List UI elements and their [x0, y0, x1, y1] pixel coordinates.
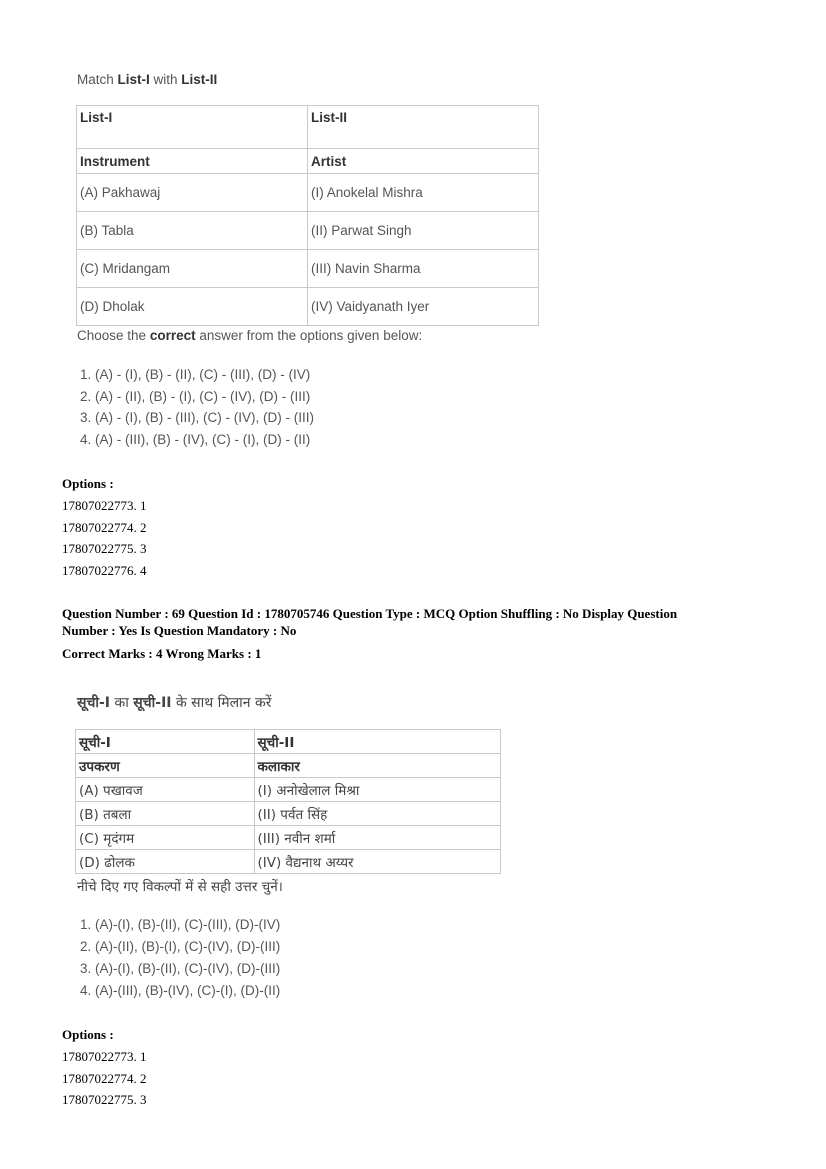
question-instruction — [77, 72, 217, 87]
meta-line: Number : Yes Is Question Mandatory : No — [62, 623, 297, 638]
answer-choice: 3. (A) - (I), (B) - (III), (C) - (IV), (D) - (III) — [80, 410, 314, 425]
answer-choices-hindi — [80, 914, 280, 1002]
table-cell: (A) Pakhawaj — [77, 174, 308, 212]
table-cell: (I) अनोखेलाल मिश्रा — [254, 778, 501, 802]
answer-choice: 4. (A) - (III), (B) - (IV), (C) - (I), (D) - (II) — [80, 431, 311, 447]
table-cell: (III) Navin Sharma — [308, 250, 539, 288]
answer-choice: 2. (A)-(II), (B)-(I), (C)-(IV), (D)-(III) — [80, 939, 281, 954]
answer-choice: 3. (A)-(I), (B)-(II), (C)-(IV), (D)-(III) — [80, 961, 281, 976]
choose-text: Choose the — [77, 328, 150, 343]
table-subheader-cell: Instrument — [77, 149, 308, 174]
instruction-list2: List-II — [181, 72, 218, 87]
table-cell: (II) Parwat Singh — [308, 212, 539, 250]
table-cell: (IV) वैद्यनाथ अय्यर — [254, 850, 501, 874]
table-cell: (II) पर्वत सिंह — [254, 802, 501, 826]
table-header-cell: List-II — [308, 106, 539, 149]
marks-line: Correct Marks : 4 Wrong Marks : 1 — [62, 646, 262, 661]
option-item: 17807022774. 2 — [62, 1070, 147, 1086]
table-subheader-cell: कलाकार — [254, 754, 501, 778]
meta-line: Question Number : 69 Question Id : 1780705746 Question Type : MCQ Option Shuffling : No Display Question — [62, 606, 678, 621]
table-cell: (C) मृदंगम — [76, 826, 255, 850]
answer-choice: 1. (A)-(I), (B)-(II), (C)-(III), (D)-(IV) — [80, 917, 281, 932]
options-label: Options : — [62, 1027, 114, 1042]
table-cell: (III) नवीन शर्मा — [254, 826, 501, 850]
option-item: 17807022775. 3 — [62, 1092, 147, 1107]
option-item: 17807022773. 1 — [62, 498, 147, 513]
options-list — [62, 1046, 147, 1111]
choose-instruction-hindi: नीचे दिए गए विकल्पों में से सही उत्तर चुनें। — [77, 879, 283, 895]
instruction-list1: सूची-I — [77, 695, 110, 711]
question-meta — [62, 605, 762, 639]
choose-bold: correct — [149, 328, 196, 343]
table-subheader-cell: उपकरण — [76, 754, 255, 778]
instruction-text: Match — [77, 72, 118, 87]
options-list — [62, 495, 147, 581]
answer-choice: 1. (A) - (I), (B) - (II), (C) - (III), (D) - (IV) — [80, 367, 311, 382]
option-item: 17807022775. 3 — [62, 541, 147, 556]
question-instruction-hindi — [77, 693, 271, 712]
option-item: 17807022776. 4 — [62, 562, 147, 578]
table-header-cell: सूची-I — [76, 730, 255, 754]
option-item: 17807022774. 2 — [62, 519, 147, 535]
table-subheader-cell: Artist — [308, 149, 539, 174]
instruction-list1: List-I — [117, 72, 150, 87]
table-cell: (B) तबला — [76, 802, 255, 826]
table-cell: (A) पखावज — [76, 778, 255, 802]
table-cell: (D) Dholak — [77, 288, 308, 326]
instruction-text: का — [110, 695, 134, 711]
option-item: 17807022773. 1 — [62, 1049, 147, 1064]
table-header-cell: List-I — [77, 106, 308, 149]
instruction-text: with — [149, 72, 182, 87]
table-cell: (I) Anokelal Mishra — [308, 174, 539, 212]
table-cell: (C) Mridangam — [77, 250, 308, 288]
table-cell: (IV) Vaidyanath Iyer — [308, 288, 539, 326]
table-header-cell: सूची-II — [254, 730, 501, 754]
choose-instruction — [77, 328, 422, 343]
answer-choices — [80, 364, 314, 450]
instruction-text: के साथ मिलान करें — [171, 695, 272, 711]
table-cell: (D) ढोलक — [76, 850, 255, 874]
answer-choice: 4. (A)-(III), (B)-(IV), (C)-(I), (D)-(II) — [80, 983, 281, 998]
options-label: Options : — [62, 476, 114, 491]
match-table — [76, 105, 539, 326]
match-table-hindi — [75, 729, 501, 874]
instruction-list2: सूची-II — [133, 695, 172, 711]
table-cell: (B) Tabla — [77, 212, 308, 250]
answer-choice: 2. (A) - (II), (B) - (I), (C) - (IV), (D) - (III) — [80, 388, 311, 404]
choose-text: answer from the options given below: — [195, 328, 423, 343]
